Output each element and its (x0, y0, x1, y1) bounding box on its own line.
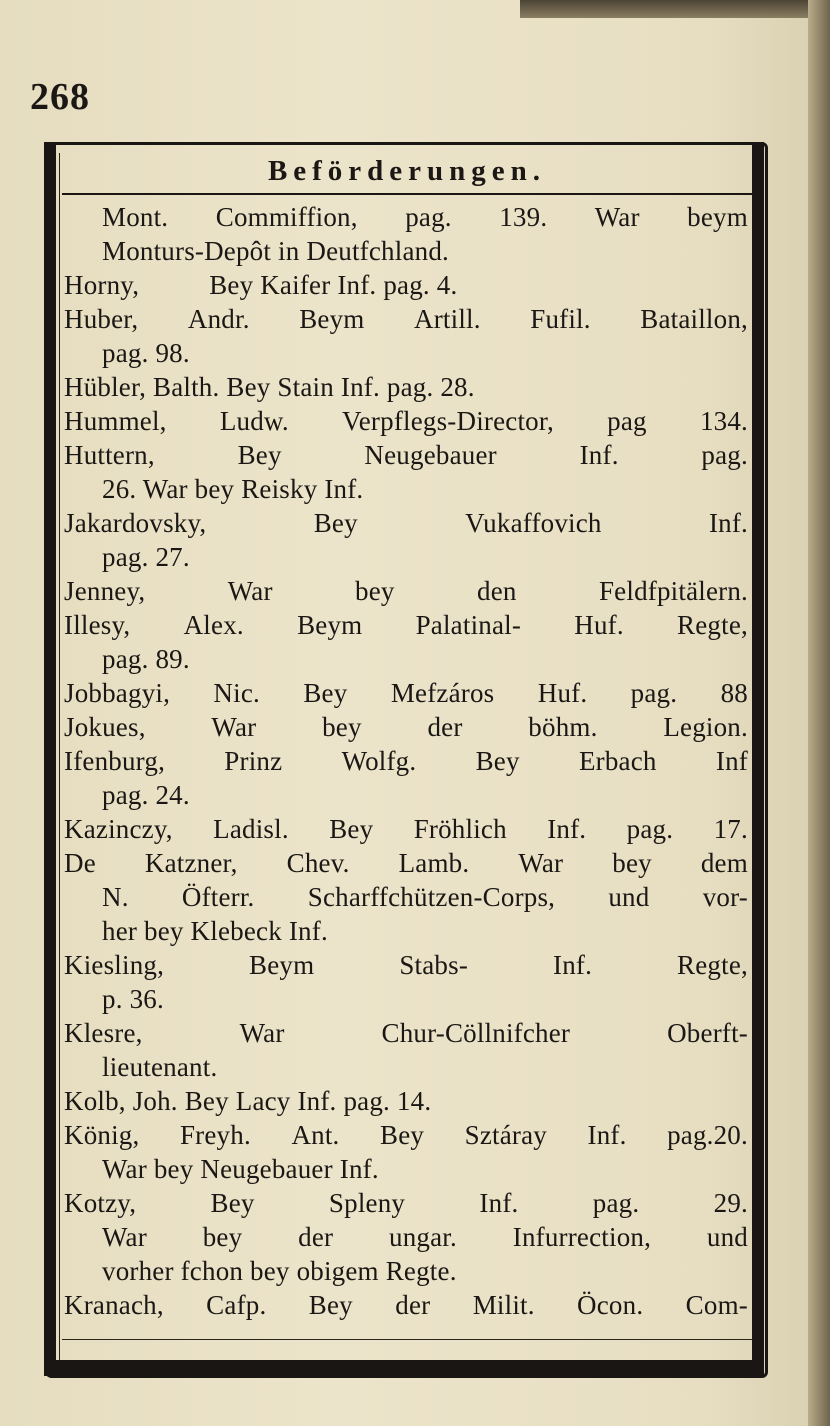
entry-word: Bey (313, 508, 358, 538)
entry-word: König, (64, 1120, 140, 1150)
entry-word: Lamb. (398, 848, 470, 878)
entry-word: pag (607, 406, 647, 436)
entry-word: Com- (685, 1290, 748, 1320)
entry-word: Feldfpitälern. (598, 576, 748, 606)
entry-line (64, 710, 748, 744)
entry-word: Alex. (183, 610, 244, 640)
entry-word: bey (202, 1222, 243, 1252)
entry-continuation-line (64, 778, 748, 812)
entry-word: Spleny (328, 1188, 406, 1218)
entry-word: Freyh. (179, 1120, 251, 1150)
entry-word: Katzner, (144, 848, 238, 878)
entry-word: Inf. (553, 950, 593, 980)
entry-word: Bey (303, 678, 348, 708)
entry-word: pag. (626, 814, 674, 844)
entry-line (64, 574, 748, 608)
entry-word: 134. (699, 406, 748, 436)
entry-word: Kiesling, (64, 950, 165, 980)
entry-word: pag. 89. (102, 644, 190, 674)
entry-word: Andr. (187, 304, 250, 334)
entry-word: Erbach (578, 746, 657, 776)
entry-continuation-line (64, 234, 748, 268)
entry-word: War (518, 848, 564, 878)
bottom-rule (62, 1339, 752, 1340)
entry-continuation-line (64, 1152, 748, 1186)
entry-continuation-line (64, 1050, 748, 1084)
entry-word: Mefzáros (390, 678, 495, 708)
entry-word: 17. (713, 814, 748, 844)
entry-line (64, 438, 748, 472)
page-top-shadow (520, 0, 830, 18)
entry-continuation-line (64, 472, 748, 506)
entry-word: Nic. (213, 678, 260, 708)
entry-word: Bey (237, 440, 282, 470)
entry-word: Bataillon, (640, 304, 748, 334)
entry-word: pag. 24. (102, 780, 190, 810)
entry-line (64, 1016, 748, 1050)
entry-word: De (64, 848, 96, 878)
entry-word: beym (687, 202, 748, 232)
entry-word: vor- (702, 882, 748, 912)
frame-bar-right (752, 142, 764, 1376)
entry-word: 26. War bey Reisky Inf. (102, 474, 364, 504)
entry-word: Prinz (224, 746, 283, 776)
entry-word: Kolb, Joh. Bey Lacy Inf. pag. 14. (64, 1086, 432, 1116)
entry-word: 88 (720, 678, 748, 708)
entry-word: Sztáray (464, 1120, 547, 1150)
entry-continuation-line (64, 982, 748, 1016)
entry-word: Hummel, (64, 406, 167, 436)
entry-word: Ladisl. (213, 814, 289, 844)
entry-word: p. 36. (102, 984, 164, 1014)
entry-word: Inf. (579, 440, 619, 470)
entry-continuation-line (64, 540, 748, 574)
entry-word: 139. (499, 202, 548, 232)
entry-word: Beym (297, 610, 363, 640)
entry-word: Hübler, Balth. Bey Stain Inf. pag. 28. (64, 372, 475, 402)
entry-line (64, 608, 748, 642)
entry-word: Artill. (414, 304, 481, 334)
entry-word: Horny, (64, 270, 140, 300)
entry-word: Ifenburg, (64, 746, 166, 776)
entry-word: War (239, 1018, 285, 1048)
entry-line (64, 1288, 748, 1322)
entry-word: pag. (630, 678, 678, 708)
entry-word: bey (355, 576, 395, 606)
entry-continuation-line (64, 336, 748, 370)
entry-continuation-line (64, 200, 748, 234)
entry-word: pag. (405, 202, 452, 232)
entry-word: pag. (592, 1188, 640, 1218)
entry-word: Ant. (291, 1120, 340, 1150)
entry-continuation-line (64, 642, 748, 676)
entry-word: Beym (249, 950, 315, 980)
entry-word: Fröhlich (413, 814, 507, 844)
entry-word: Jobbagyi, (64, 678, 171, 708)
entry-word: Commiffion, (215, 202, 358, 232)
entry-word: Stabs- (399, 950, 469, 980)
entry-word: pag. 27. (102, 542, 190, 572)
entry-word: Jenney, (64, 576, 146, 606)
entry-word: dem (700, 848, 748, 878)
entry-word: Milit. (472, 1290, 535, 1320)
book-binding-edge (808, 0, 830, 1426)
entry-word: 29. (713, 1188, 748, 1218)
entry-word: Oberft- (667, 1018, 748, 1048)
section-heading: Beförderungen. (267, 155, 547, 187)
entry-word: Jokues, (64, 712, 146, 742)
frame-bar-bottom (44, 1360, 764, 1378)
entry-line (64, 506, 748, 540)
entry-word: und (706, 1222, 748, 1252)
entry-word: Klesre, (64, 1018, 143, 1048)
heading-rule (62, 193, 752, 195)
entry-word: böhm. (528, 712, 598, 742)
entry-word: N. (102, 882, 129, 912)
frame-bar-left (44, 142, 56, 1376)
page-number: 268 (30, 76, 90, 118)
entry-word: Kranach, (64, 1290, 164, 1320)
entry-word: Inf. (708, 508, 748, 538)
entry-word: War (594, 202, 640, 232)
entry-word: Kazinczy, (64, 814, 173, 844)
entry-word: Monturs-Depôt in Deutfchland. (102, 236, 449, 266)
entry-word: War (227, 576, 273, 606)
entry-line (64, 404, 748, 438)
entry-word: Huf. (537, 678, 588, 708)
entry-word: Huttern, (64, 440, 155, 470)
entry-word: der (395, 1290, 431, 1320)
entry-word: Bey Kaifer Inf. pag. 4. (209, 270, 458, 300)
entry-word: den (477, 576, 517, 606)
entry-line (64, 1186, 748, 1220)
entry-continuation-line (64, 1254, 748, 1288)
entry-word: Vukaffovich (465, 508, 602, 538)
entry-word: Neugebauer (364, 440, 497, 470)
entry-word: Wolfg. (341, 746, 417, 776)
entry-word: Mont. (102, 202, 169, 232)
entry-word: Bey (329, 814, 374, 844)
entry-word: Beym (299, 304, 365, 334)
entry-word: Illesy, (64, 610, 131, 640)
entry-word: Kotzy, (64, 1188, 137, 1218)
entry-word: Fufil. (530, 304, 591, 334)
entry-line (64, 812, 748, 846)
entry-word: Inf (715, 746, 748, 776)
entry-word: Bey (475, 746, 520, 776)
entry-word: bey (322, 712, 362, 742)
entry-line (64, 676, 748, 710)
entry-line (64, 302, 748, 336)
entry-continuation-line (64, 914, 748, 948)
entry-word: Chur-Cöllnifcher (381, 1018, 571, 1048)
entry-word: War (102, 1222, 147, 1252)
entry-word: Öfterr. (181, 882, 255, 912)
entry-line (64, 1084, 748, 1118)
entry-line (64, 948, 748, 982)
entry-word: Scharffchützen-Corps, (307, 882, 556, 912)
entry-word: Ludw. (219, 406, 289, 436)
entry-word: Huf. (574, 610, 624, 640)
entry-word: Huber, (64, 304, 139, 334)
entry-word: bey (612, 848, 652, 878)
entry-word: Bey (308, 1290, 353, 1320)
entry-word: Inf. (547, 814, 587, 844)
entry-word: Palatinal- (415, 610, 522, 640)
entry-word: Legion. (663, 712, 748, 742)
entry-line (64, 846, 748, 880)
entry-word: pag. (701, 440, 748, 470)
entry-line (64, 744, 748, 778)
entry-word: pag.20. (667, 1120, 748, 1150)
entry-word: Infurrection, (512, 1222, 652, 1252)
entry-word: War bey Neugebauer Inf. (102, 1154, 379, 1184)
entry-line (64, 1118, 748, 1152)
entry-line (64, 370, 748, 404)
entry-word: Inf. (587, 1120, 627, 1150)
entry-word: der (298, 1222, 334, 1252)
entry-word: Bey (210, 1188, 255, 1218)
entry-word: Bey (380, 1120, 425, 1150)
entry-word: Verpflegs-Director, (342, 406, 554, 436)
entry-word: und (608, 882, 650, 912)
entry-word: lieutenant. (102, 1052, 218, 1082)
entry-word: Regte, (677, 950, 748, 980)
entry-continuation-line (64, 880, 748, 914)
entry-word: Chev. (286, 848, 350, 878)
entry-word: Jakardovsky, (64, 508, 207, 538)
entry-word: Öcon. (577, 1290, 644, 1320)
entry-continuation-line (64, 1220, 748, 1254)
entry-word: Inf. (479, 1188, 519, 1218)
entry-word: der (427, 712, 463, 742)
entry-word: pag. 98. (102, 338, 190, 368)
entry-word: ungar. (389, 1222, 457, 1252)
entry-word: Cafp. (206, 1290, 267, 1320)
entry-line (64, 268, 748, 302)
entry-word: Regte, (677, 610, 748, 640)
entry-word: vorher fchon bey obigem Regte. (102, 1256, 457, 1286)
entry-word: War (211, 712, 257, 742)
entry-word: her bey Klebeck Inf. (102, 916, 328, 946)
